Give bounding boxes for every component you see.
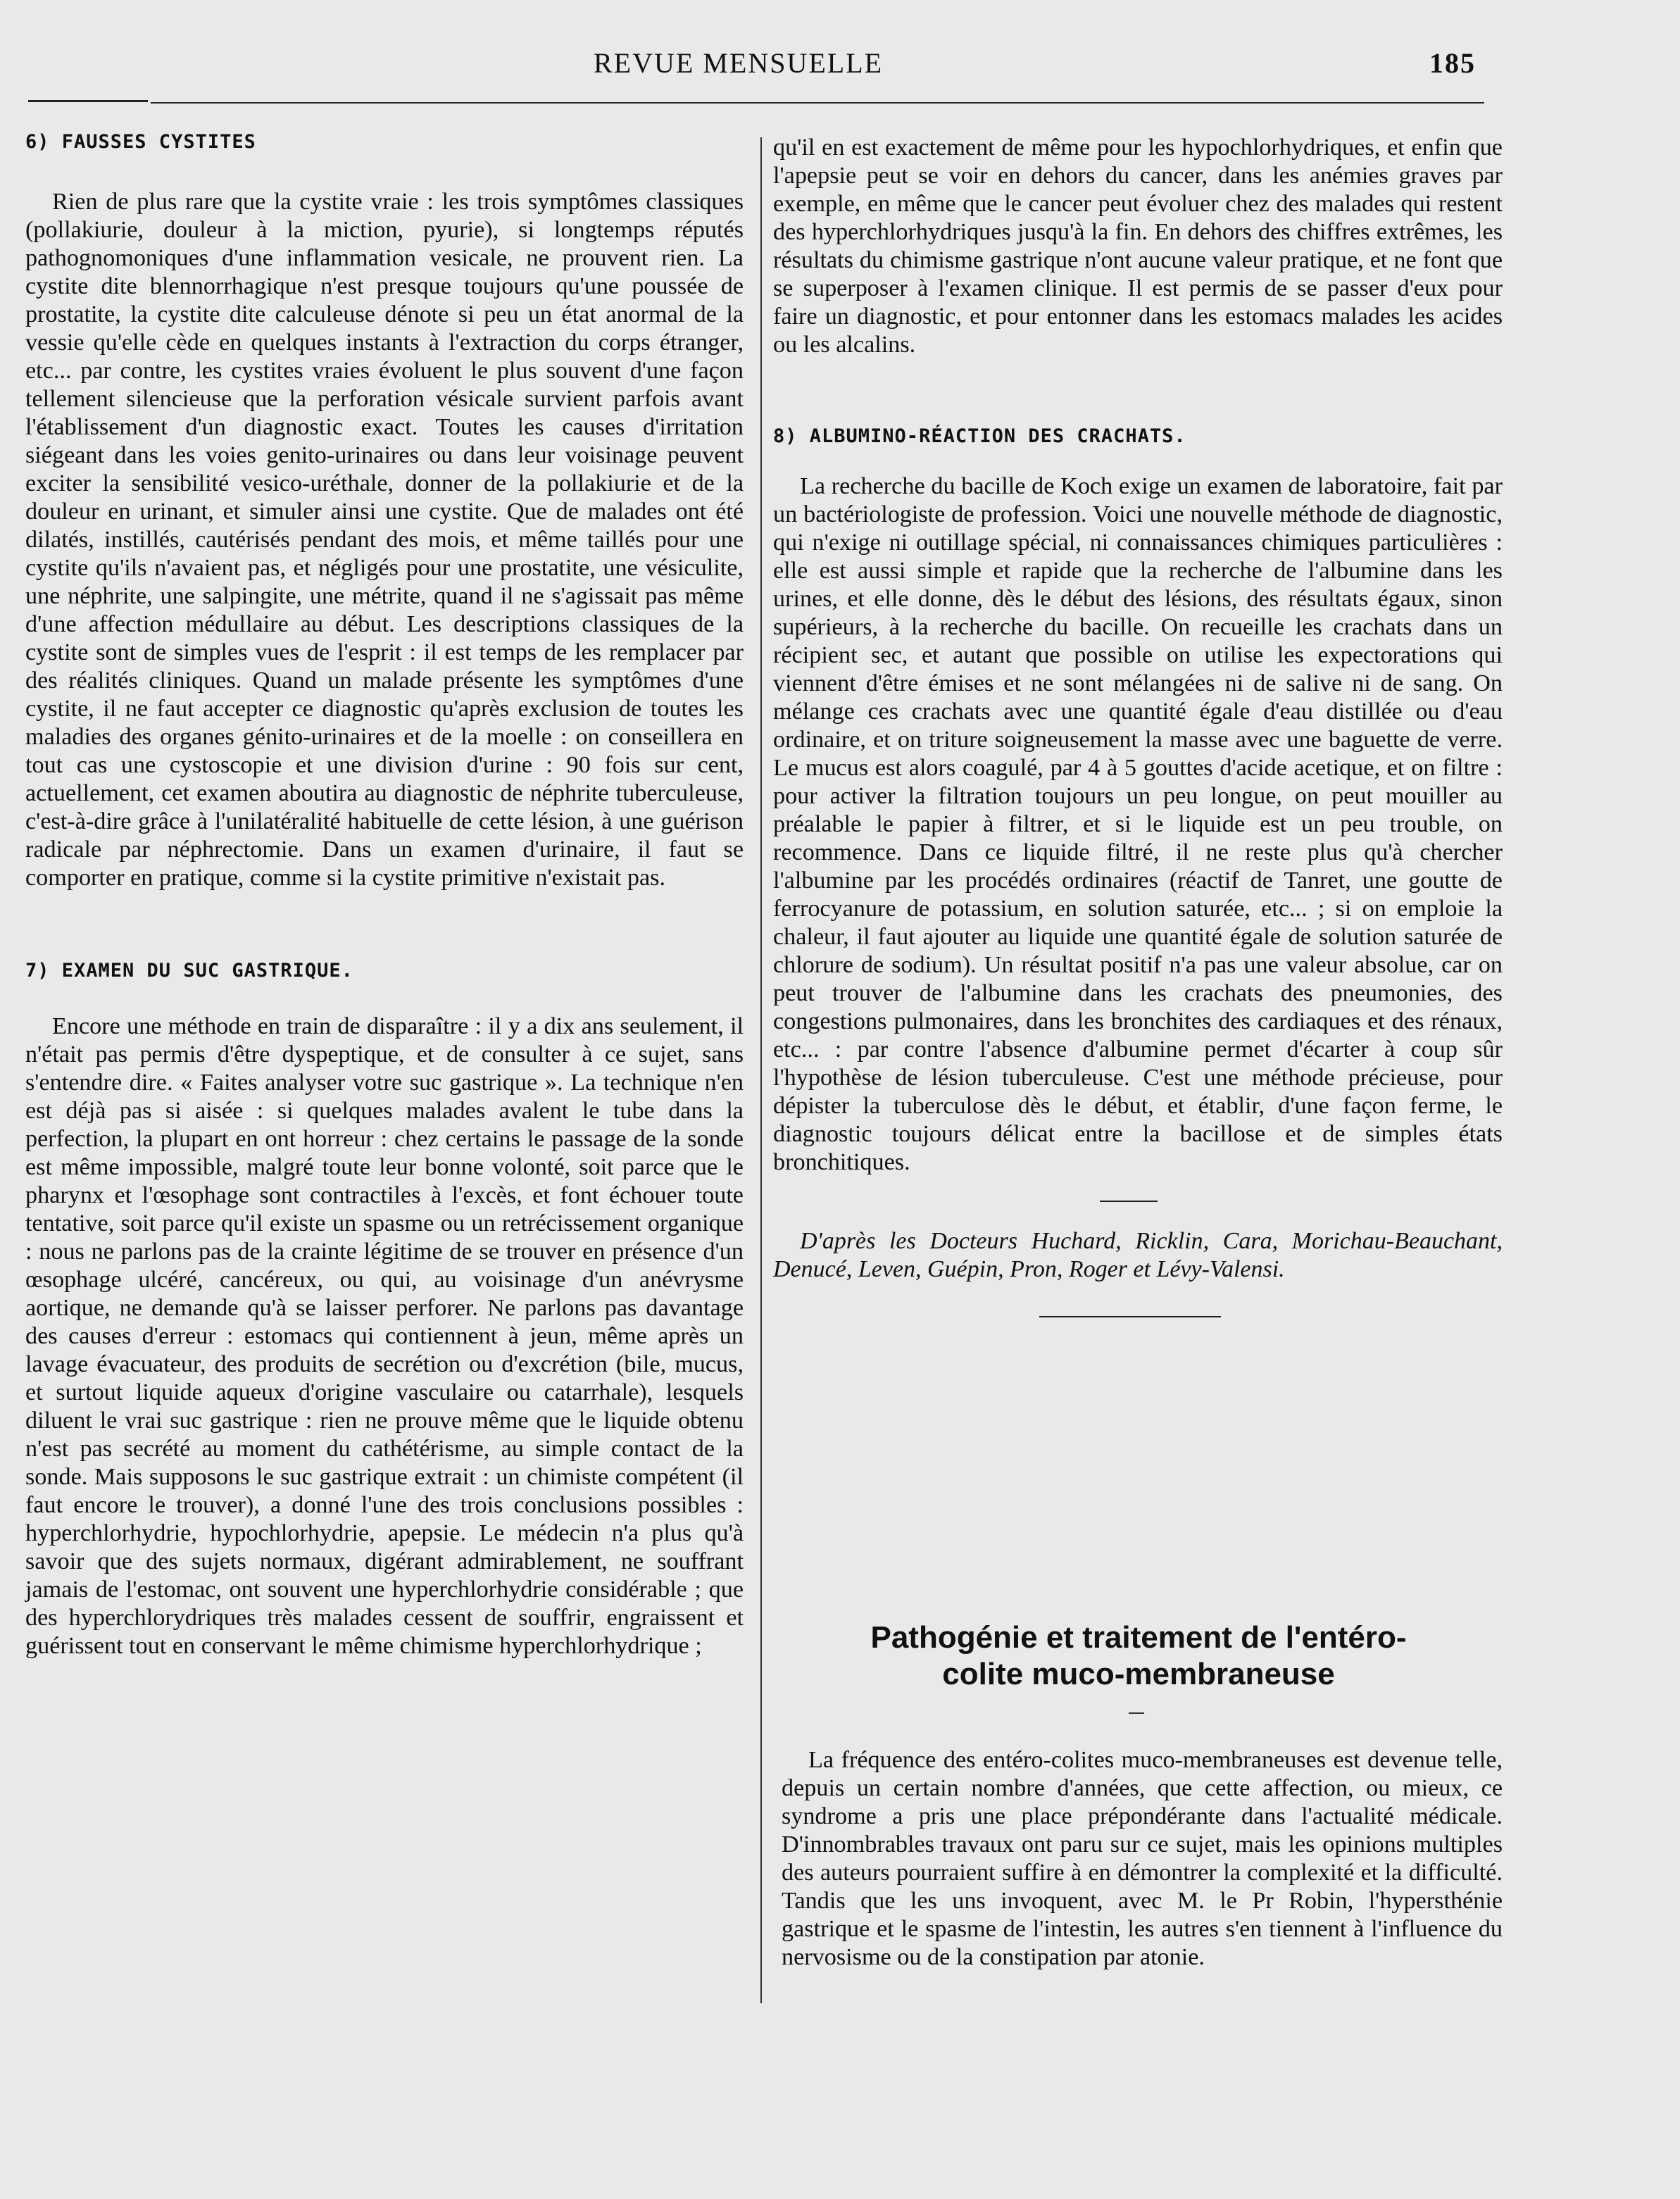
article-title-line-1: Pathogénie et traitement de l'entéro- <box>870 1620 1407 1655</box>
right-column <box>773 134 1503 1317</box>
header-rule <box>151 102 1484 104</box>
article-title <box>775 1620 1503 1693</box>
section-heading-fausses-cystites: 6) FAUSSES CYSTITES <box>25 131 256 153</box>
left-column <box>25 127 744 1660</box>
header-rule-left <box>28 100 148 102</box>
running-title: REVUE MENSUELLE <box>594 47 884 79</box>
section-text-fausses-cystites: Rien de plus rare que la cystite vraie : les trois symptômes classiques (pollakiurie, douleur à la miction, pyurie), si longtemps réputés pathognomoniques d'une inflammation vesicale, ne prouvent rien. La cystite dite blennorrhagique n'est presque toujours qu'une poussée de prostatite, la cystite dite calculeuse dénote si peu un état anormal de la vessie qu'elle cède en quelques instants à l'extraction du corps étranger, etc... par contre, les cystites vraies évoluent le plus souvent d'une façon tellement silencieuse que la perforation vésicale survient parfois avant l'établissement d'un diagnostic exact. Toutes les causes d'irritation siégeant dans les voies genito-urinaires ou dans leur voisinage peuvent exciter la sensibilité vesico-uréthale, donner de la pollakiurie et de la douleur en urinant, et simuler ainsi une cystite. Que de malades ont été dilatés, instillés, cautérisés pendant des mois, et même taillés pour une cystite qu'ils n'avaient pas, et négligés pour une prostatite, une vésiculite, une néphrite, une salpingite, une métrite, quand il ne s'agissait pas même d'une affection médullaire au début. Les descriptions classiques de la cystite sont de simples vues de l'esprit : il est temps de les remplacer par des réalités cliniques. Quand un malade présente les symptômes d'une cystite, il ne faut accepter ce diagnostic qu'après exclusion de toutes les maladies des organes génito-urinaires et de la moelle : on conseillera en tout cas une cystoscopie et une division d'urine : 90 fois sur cent, actuellement, cet examen aboutira au diagnostic de néphrite tuberculeuse, c'est-à-dire grâce à l'unilatéralité habituelle de cette lésion, à une guérison radicale par néphrectomie. Dans un examen d'urinaire, il faut se comporter en pratique, comme si la cystite primitive n'existait pas. <box>25 189 744 891</box>
section-text-suc-gastrique: Encore une méthode en train de disparaître : il y a dix ans seulement, il n'était pas permis d'être dyspeptique, et de consulter à ce sujet, sans s'entendre dire. « Faites analyser votre suc gastrique ». La technique n'en est déjà pas si aisée : si quelques malades avalent le tube dans la perfection, la plupart en ont horreur : chez certains le passage de la sonde est même impossible, malgré toute leur bonne volonté, soit parce que le pharynx et l'œsophage sont contractiles à l'excès, et font échouer toute tentative, soit parce qu'il existe un spasme ou un retrécissement organique : nous ne parlons pas de la crainte légitime de se trouver en présence d'un œsophage ulcéré, cancéreux, ou qui, au voisinage d'un anévrysme aortique, ne demande qu'à se laisser perforer. Ne parlons pas davantage des causes d'erreur : estomacs qui contiennent à jeun, même après un lavage évacuateur, des produits de secrétion ou d'excrétion (bile, mucus, et surtout liquide aqueux d'origine vasculaire ou catarrhale), lesquels diluent le vrai suc gastrique : rien ne prouve même que le liquide obtenu n'est pas secrété au moment du cathétérisme, au simple contact de la sonde. Mais supposons le suc gastrique extrait : un chimiste compétent (il faut encore le trouver), a donné l'une des trois conclusions possibles : hyperchlorhydrie, hypochlorhydrie, apepsie. Le médecin n'a plus qu'à savoir que des sujets normaux, digérant admirablement, ne souffrant jamais de l'estomac, ont souvent une hyperchlorhydrie considérable ; que des hyperchlorydriques très malades cessent de souffrir, engraissent et guérissent tout en conservant le même chimisme hyperchlorhydrique ; <box>25 1013 744 1659</box>
section-text-albumino-reaction: La recherche du bacille de Koch exige un examen de laboratoire, fait par un bactériologiste de profession. Voici une nouvelle méthode de diagnostic, qui n'exige ni outillage spécial, ni connaissances chimiques particulières : elle est aussi simple et rapide que la recherche de l'albumine dans les urines, et elle donne, dès le début des lésions, des résultats égaux, sinon supérieurs, à la recherche du bacille. On recueille les crachats dans un récipient sec, et autant que possible on utilise les expectorations qui viennent d'être émises et ne sont mélangées ni de salive ni de sang. On mélange ces crachats avec une quantité égale d'eau distillée ou d'eau ordinaire, et on triture soigneusement la masse avec une baguette de verre. Le mucus est alors coagulé, par 4 à 5 gouttes d'acide acetique, et on filtre : pour activer la filtration toujours un peu longue, on peut mouiller au préalable le papier à filtrer, et si le liquide est un peu trouble, on recommence. Dans ce liquide filtré, il ne reste plus qu'à chercher l'albumine par les procédés ordinaires (réactif de Tanret, une goutte de ferrocyanure de potassium, en solution saturée, etc... ; si on emploie la chaleur, il faut ajouter au liquide une quantité égale de solution saturée de chlorure de sodium). Un résultat positif n'a pas une valeur absolue, car on peut trouver de l'albumine dans les crachats des pneumonies, des congestions pulmonaires, dans les bronchites des cardiaques et des rénaux, etc... : par contre l'absence d'albumine permet d'écarter à coup sûr l'hypothèse de lésion tuberculeuse. C'est une méthode précieuse, pour dépister la tuberculose dès le début, et établir, d'une façon ferme, le diagnostic toujours délicat entre la bacillose et de simples états bronchitiques. <box>773 473 1503 1175</box>
column-divider <box>760 137 762 2003</box>
article-text: La fréquence des entéro-colites muco-membraneuses est devenue telle, depuis un certain nombre d'années, que cette affection, ou mieux, ce syndrome a pris une place prépondérante dans l'actualité médicale. D'innombrables travaux ont paru sur ce sujet, mais les opinions multiples des auteurs pourraient suffire à en démontrer la complexité et la difficulté. Tandis que les uns invoquent, avec M. le Pr Robin, l'hypersthénie gastrique et le spasme de l'intestin, les autres s'en tiennent à l'influence du nervosisme ou de la constipation par atonie. <box>782 1747 1503 1970</box>
page-number: 185 <box>1429 47 1476 79</box>
section-heading-albumino-reaction: 8) ALBUMINO-RÉACTION DES CRACHATS. <box>773 425 1186 447</box>
attribution: D'après les Docteurs Huchard, Ricklin, Cara, Morichau-Beauchant, Denucé, Leven, Guépin, Pron, Roger et Lévy-Valensi. <box>773 1228 1503 1282</box>
section-heading-suc-gastrique: 7) EXAMEN DU SUC GASTRIQUE. <box>25 960 353 982</box>
title-dash <box>1129 1712 1144 1714</box>
article-title-line-2: colite muco-membraneuse <box>942 1657 1335 1691</box>
section-text-suc-gastrique-continued: qu'il en est exactement de même pour les hypochlorhydriques, et enfin que l'apepsie peut se voir en dehors du cancer, dans les anémies graves par exemple, en même que le cancer peut évoluer chez des malades qui restent des hyperchlorhydriques jusqu'à la fin. En dehors des chiffres extrêmes, les résultats du chimisme gastrique n'ont aucune valeur pratique, et ne font que se superposer à l'examen clinique. Il est permis de se passer d'eux pour faire un diagnostic, et pour entonner dans les estomacs malades les acides ou les alcalins. <box>773 134 1503 358</box>
section-separator <box>1100 1201 1158 1202</box>
article-separator <box>1039 1316 1221 1317</box>
